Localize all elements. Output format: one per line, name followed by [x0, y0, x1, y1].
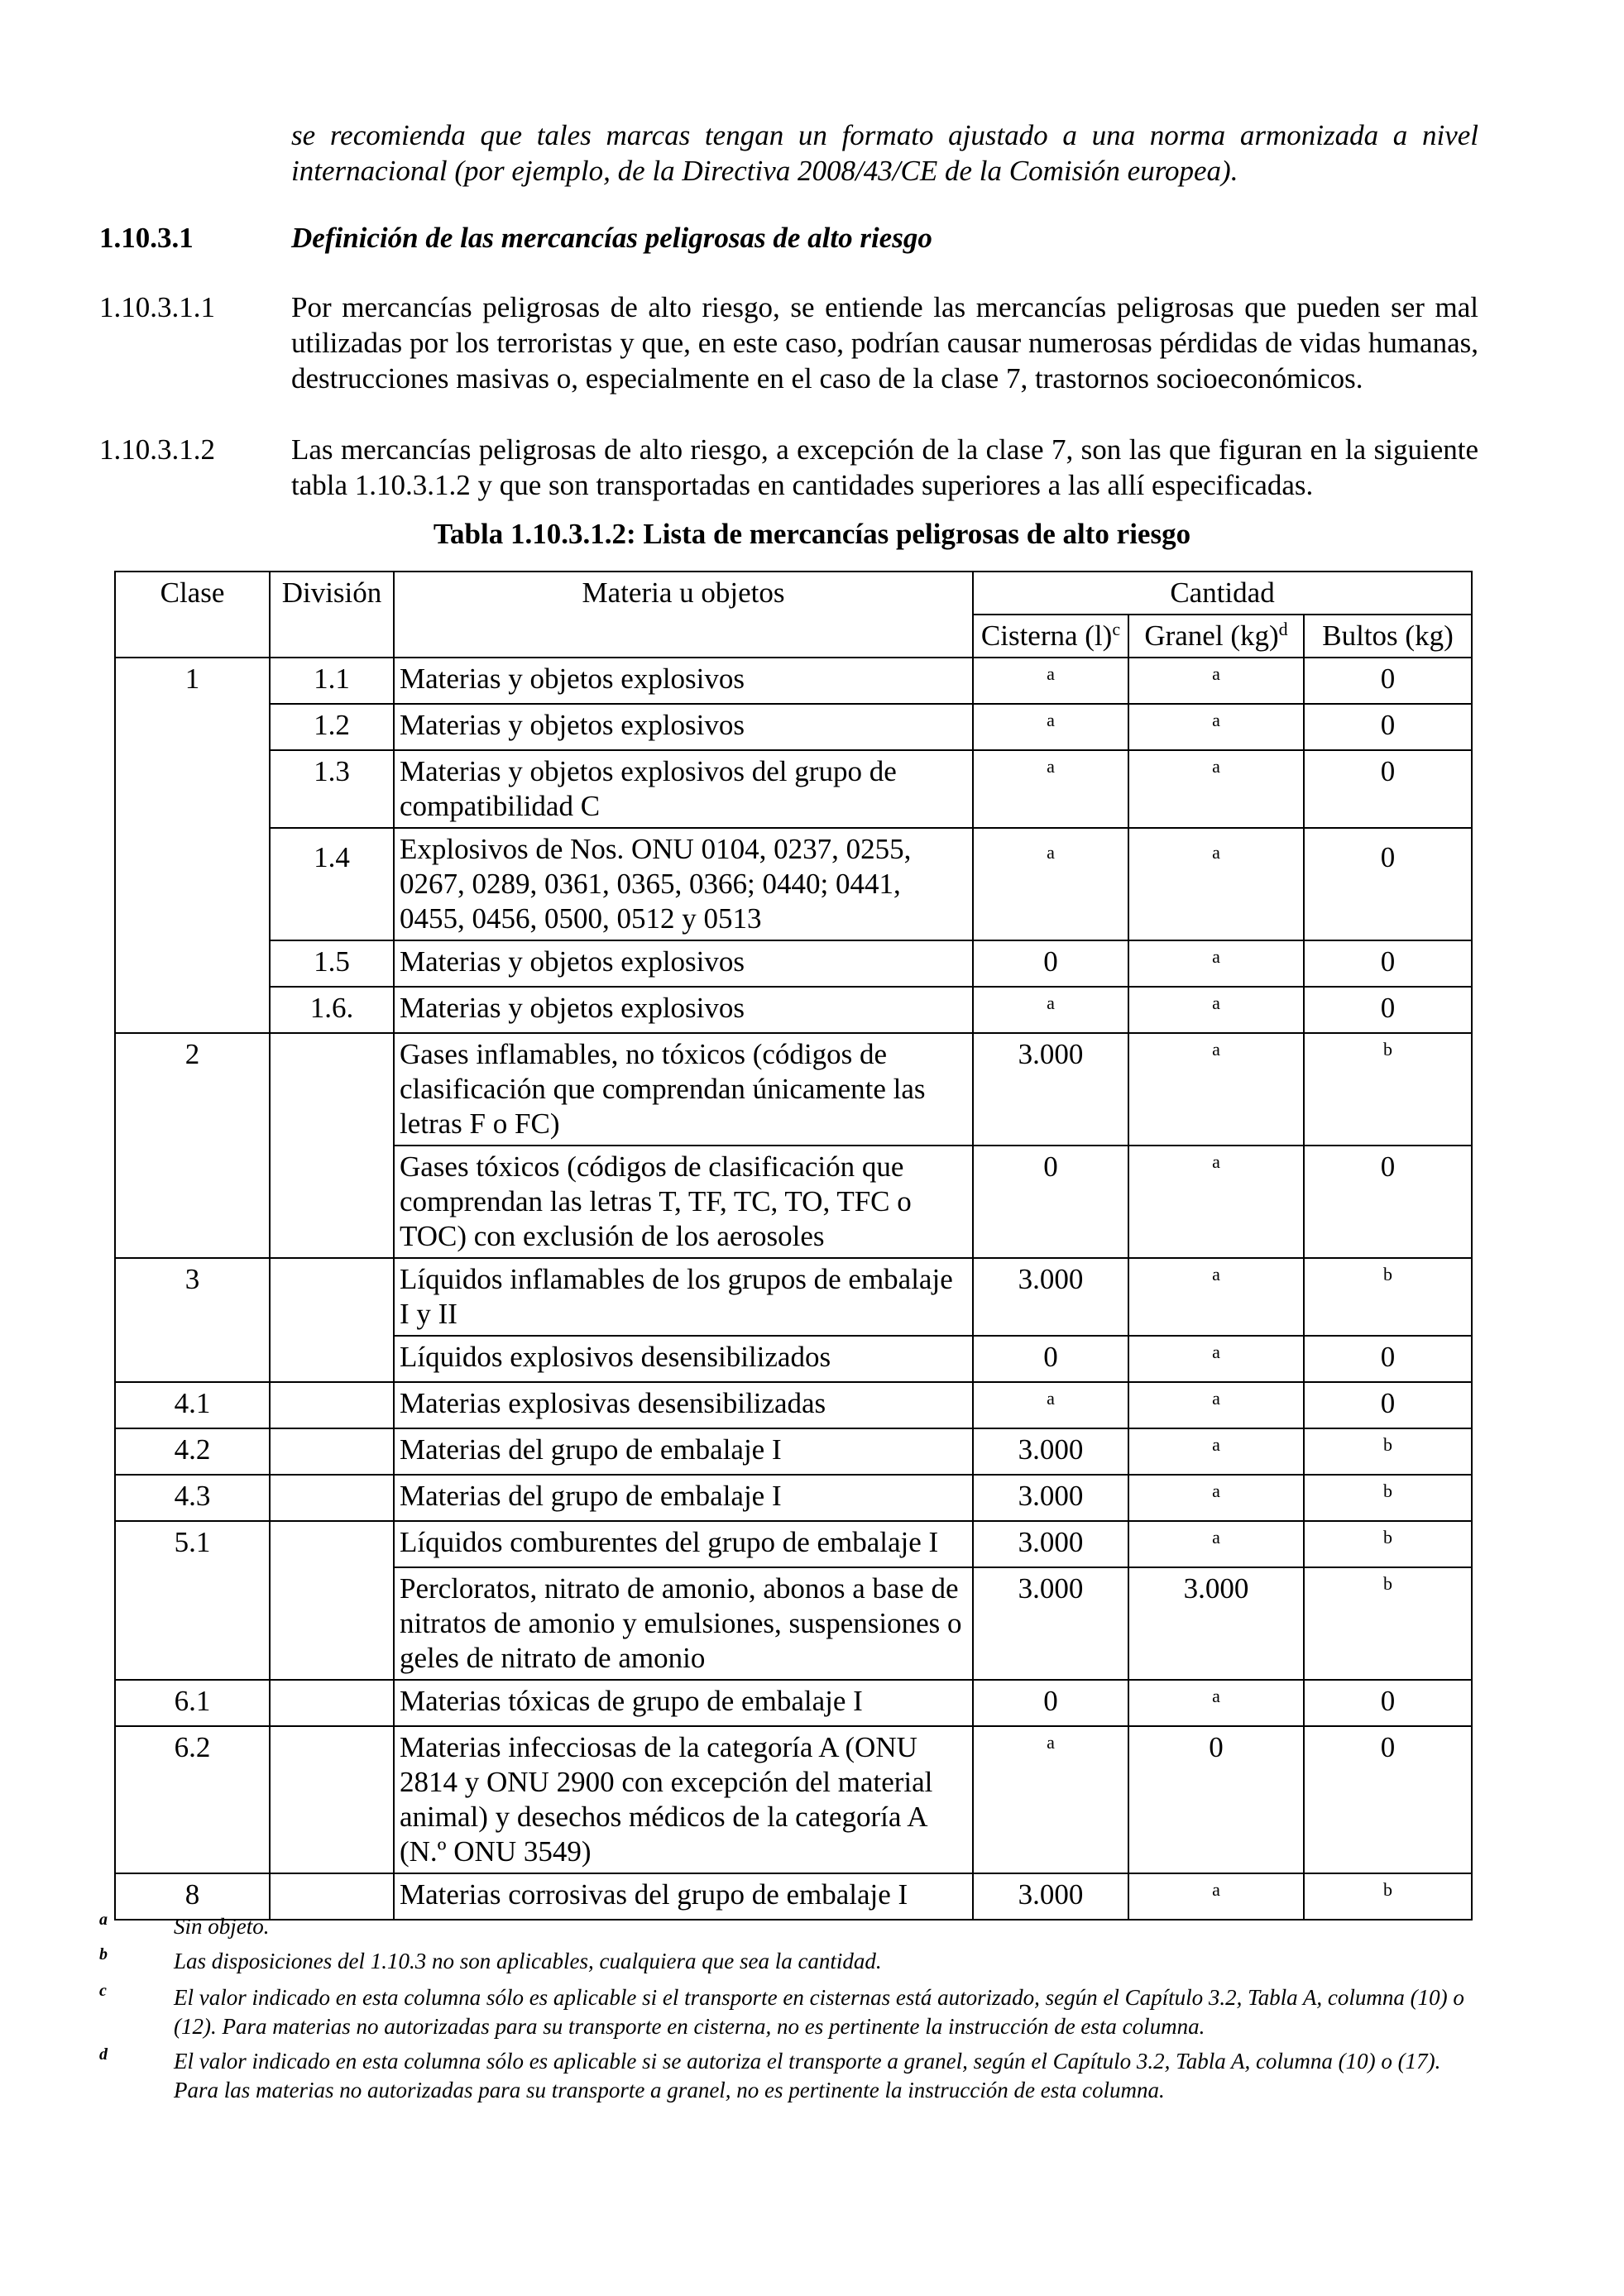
table-header-row	[115, 572, 1472, 615]
cell-granel	[1128, 1382, 1304, 1428]
cell-cisterna	[973, 1382, 1128, 1428]
cell-value: a	[1047, 756, 1055, 777]
cell-bultos: 0	[1304, 704, 1472, 750]
cell-clase: 1	[115, 658, 270, 1033]
footnote-mark: b	[99, 1945, 108, 1964]
footnote-mark: a	[99, 1911, 108, 1929]
cell-clase: 4.1	[115, 1382, 270, 1428]
cell-division: 1.2	[270, 704, 394, 750]
cell-division: 1.6.	[270, 987, 394, 1033]
table-row	[115, 1428, 1472, 1475]
cell-materia: Materias explosivas desensibilizadas	[394, 1382, 973, 1428]
high-risk-goods-table	[114, 571, 1473, 1921]
cell-materia: Líquidos comburentes del grupo de embalaje I	[394, 1521, 973, 1567]
table-row	[115, 704, 1472, 750]
cell-granel	[1128, 704, 1304, 750]
cell-granel	[1128, 1680, 1304, 1726]
cell-granel: 3.000	[1128, 1567, 1304, 1680]
cell-bultos: 0	[1304, 658, 1472, 704]
cell-granel	[1128, 1258, 1304, 1336]
cell-bultos: 0	[1304, 828, 1472, 940]
footnote-text: El valor indicado en esta columna sólo es aplicable si se autoriza el transporte a granel, según el Capítulo 3.2, Tabla A, columna (10) o (17). Para las materias no autorizadas para su transporte a granel, no es pertinente la instrucción de esta columna.	[174, 2049, 1441, 2102]
cell-granel	[1128, 1475, 1304, 1521]
cell-division	[270, 1428, 394, 1475]
paragraph-text: Las mercancías peligrosas de alto riesgo, a excepción de la clase 7, son las que figuran en la siguiente tabla 1.10.3.1.2 y que son transportadas en cantidades superiores a las allí especificadas.	[291, 433, 1478, 501]
table-row	[115, 658, 1472, 704]
header-clase: Clase	[115, 572, 270, 658]
paragraph-number: 1.10.3.1.2	[99, 433, 215, 466]
cell-granel	[1128, 940, 1304, 987]
cell-value: b	[1383, 1264, 1393, 1284]
cell-division	[270, 1680, 394, 1726]
table-row	[115, 940, 1472, 987]
cell-materia: Explosivos de Nos. ONU 0104, 0237, 0255, 0267, 0289, 0361, 0365, 0366; 0440; 0441, 0455, 0456, 0500, 0512 y 0513	[394, 828, 973, 940]
cell-value: a	[1212, 756, 1220, 777]
cell-granel	[1128, 658, 1304, 704]
cell-materia: Gases tóxicos (códigos de clasificación que comprendan las letras T, TF, TC, TO, TFC o TOC) con exclusión de los aerosoles	[394, 1146, 973, 1258]
header-granel	[1128, 615, 1304, 658]
cell-value: a	[1212, 946, 1220, 967]
cell-value: a	[1212, 663, 1220, 684]
cell-division	[270, 1726, 394, 1873]
table-row	[115, 1033, 1472, 1146]
cell-materia: Materias y objetos explosivos del grupo de compatibilidad C	[394, 750, 973, 828]
header-division: División	[270, 572, 394, 658]
cell-bultos: 0	[1304, 750, 1472, 828]
cell-clase: 6.2	[115, 1726, 270, 1873]
cell-value: a	[1212, 1686, 1220, 1706]
table-row	[115, 987, 1472, 1033]
cell-value: a	[1047, 710, 1055, 730]
cell-granel	[1128, 1146, 1304, 1258]
cell-value: b	[1383, 1573, 1393, 1594]
cell-materia: Gases inflamables, no tóxicos (códigos de clasificación que comprendan únicamente las letras F o FC)	[394, 1033, 973, 1146]
cell-value: a	[1212, 1434, 1220, 1455]
cell-bultos	[1304, 1033, 1472, 1146]
cell-cisterna: 3.000	[973, 1521, 1128, 1567]
cell-value: b	[1383, 1879, 1393, 1900]
footnote-text: Sin objeto.	[174, 1914, 270, 1939]
cell-bultos	[1304, 1475, 1472, 1521]
cell-value: a	[1212, 1151, 1220, 1172]
cell-value: a	[1212, 1480, 1220, 1501]
cell-materia: Líquidos inflamables de los grupos de embalaje I y II	[394, 1258, 973, 1336]
table-caption: Tabla 1.10.3.1.2: Lista de mercancías peligrosas de alto riesgo	[433, 518, 1191, 550]
cell-materia: Materias corrosivas del grupo de embalaje I	[394, 1873, 973, 1920]
cell-value: a	[1212, 1527, 1220, 1547]
footnote-text: Las disposiciones del 1.10.3 no son aplicables, cualquiera que sea la cantidad.	[174, 1949, 882, 1973]
cell-value: a	[1212, 1388, 1220, 1409]
cell-division: 1.4	[270, 828, 394, 940]
cell-bultos: 0	[1304, 1146, 1472, 1258]
cell-bultos: 0	[1304, 1726, 1472, 1873]
cell-cisterna: 3.000	[973, 1873, 1128, 1920]
paragraph-text: Por mercancías peligrosas de alto riesgo, se entiende las mercancías peligrosas que pueden ser mal utilizadas por los terroristas y que, en este caso, podrían causar numerosas pérdidas de vidas humanas, destrucciones masivas o, especialmente en el caso de la clase 7, trastornos socioeconómicos.	[291, 291, 1478, 395]
cell-cisterna	[973, 987, 1128, 1033]
cell-cisterna	[973, 1726, 1128, 1873]
cell-bultos	[1304, 1258, 1472, 1336]
cell-materia: Materias tóxicas de grupo de embalaje I	[394, 1680, 973, 1726]
cell-clase: 2	[115, 1033, 270, 1258]
cell-value: a	[1047, 1388, 1055, 1409]
cell-value: a	[1212, 1039, 1220, 1060]
cell-granel: 0	[1128, 1726, 1304, 1873]
cell-clase: 8	[115, 1873, 270, 1920]
cell-materia: Materias del grupo de embalaje I	[394, 1428, 973, 1475]
cell-granel	[1128, 987, 1304, 1033]
cell-cisterna: 3.000	[973, 1428, 1128, 1475]
header-cisterna-note: c	[1112, 619, 1121, 639]
cell-cisterna	[973, 704, 1128, 750]
footnote-mark: d	[99, 2045, 108, 2064]
cell-cisterna: 3.000	[973, 1475, 1128, 1521]
cell-cisterna: 3.000	[973, 1567, 1128, 1680]
cell-cisterna: 0	[973, 1336, 1128, 1382]
cell-value: b	[1383, 1039, 1393, 1060]
cell-clase: 4.2	[115, 1428, 270, 1475]
paragraph-number: 1.10.3.1.1	[99, 291, 215, 323]
cell-granel	[1128, 1428, 1304, 1475]
header-granel-label: Granel (kg)	[1144, 619, 1279, 652]
cell-division	[270, 1258, 394, 1382]
cell-materia: Materias y objetos explosivos	[394, 940, 973, 987]
cell-cisterna	[973, 828, 1128, 940]
cell-value: a	[1047, 993, 1055, 1013]
footnote-text: El valor indicado en esta columna sólo es aplicable si el transporte en cisternas está autorizado, según el Capítulo 3.2, Tabla A, columna (10) o (12). Para materias no autorizadas para su transporte en cisterna, no es pertinente la instrucción de esta columna.	[174, 1985, 1464, 2039]
cell-materia: Materias y objetos explosivos	[394, 658, 973, 704]
cell-bultos	[1304, 1567, 1472, 1680]
cell-division: 1.5	[270, 940, 394, 987]
section-number: 1.10.3.1	[99, 222, 194, 254]
table-row	[115, 1521, 1472, 1567]
cell-division	[270, 1382, 394, 1428]
cell-clase: 5.1	[115, 1521, 270, 1680]
section-title: Definición de las mercancías peligrosas de alto riesgo	[291, 222, 932, 254]
cell-clase: 3	[115, 1258, 270, 1382]
cell-materia: Líquidos explosivos desensibilizados	[394, 1336, 973, 1382]
cell-cisterna: 0	[973, 1146, 1128, 1258]
cell-bultos: 0	[1304, 1680, 1472, 1726]
cell-clase: 6.1	[115, 1680, 270, 1726]
table-row	[115, 1475, 1472, 1521]
cell-value: b	[1383, 1527, 1393, 1547]
cell-bultos: 0	[1304, 1336, 1472, 1382]
cell-value: a	[1212, 993, 1220, 1013]
cell-clase: 4.3	[115, 1475, 270, 1521]
footnote-mark: c	[99, 1982, 107, 2000]
cell-granel	[1128, 750, 1304, 828]
table-row	[115, 750, 1472, 828]
header-bultos: Bultos (kg)	[1304, 615, 1472, 658]
header-cantidad: Cantidad	[973, 572, 1472, 615]
table-row	[115, 1680, 1472, 1726]
intro-paragraph: se recomienda que tales marcas tengan un formato ajustado a una norma armonizada a nivel internacional (por ejemplo, de la Directiva 2008/43/CE de la Comisión europea).	[291, 119, 1478, 187]
cell-granel	[1128, 1336, 1304, 1382]
cell-cisterna: 3.000	[973, 1258, 1128, 1336]
header-granel-note: d	[1278, 619, 1288, 639]
cell-value: a	[1212, 710, 1220, 730]
cell-cisterna: 0	[973, 940, 1128, 987]
cell-granel	[1128, 1033, 1304, 1146]
cell-value: a	[1212, 842, 1220, 863]
header-cisterna-label: Cisterna (l)	[980, 619, 1113, 652]
cell-cisterna: 3.000	[973, 1033, 1128, 1146]
cell-granel	[1128, 828, 1304, 940]
cell-division: 1.3	[270, 750, 394, 828]
cell-division	[270, 1475, 394, 1521]
cell-value: a	[1212, 1342, 1220, 1362]
cell-bultos	[1304, 1428, 1472, 1475]
cell-bultos: 0	[1304, 940, 1472, 987]
cell-division: 1.1	[270, 658, 394, 704]
table-row	[115, 1382, 1472, 1428]
cell-materia: Materias y objetos explosivos	[394, 704, 973, 750]
cell-materia: Materias y objetos explosivos	[394, 987, 973, 1033]
cell-cisterna	[973, 750, 1128, 828]
cell-cisterna	[973, 658, 1128, 704]
cell-bultos	[1304, 1521, 1472, 1567]
cell-value: b	[1383, 1480, 1393, 1501]
header-cisterna	[973, 615, 1128, 658]
cell-value: a	[1212, 1879, 1220, 1900]
cell-materia: Materias del grupo de embalaje I	[394, 1475, 973, 1521]
cell-cisterna: 0	[973, 1680, 1128, 1726]
cell-value: a	[1047, 1732, 1055, 1753]
cell-bultos: 0	[1304, 1382, 1472, 1428]
table-row	[115, 1726, 1472, 1873]
table-row	[115, 1258, 1472, 1336]
cell-value: a	[1047, 842, 1055, 863]
cell-division	[270, 1521, 394, 1680]
cell-bultos: 0	[1304, 987, 1472, 1033]
cell-materia: Materias infecciosas de la categoría A (ONU 2814 y ONU 2900 con excepción del material animal) y desechos médicos de la categoría A (N.º ONU 3549)	[394, 1726, 973, 1873]
cell-value: a	[1047, 663, 1055, 684]
header-materia: Materia u objetos	[394, 572, 973, 658]
cell-value: a	[1212, 1264, 1220, 1284]
cell-materia: Percloratos, nitrato de amonio, abonos a base de nitratos de amonio y emulsiones, suspensiones o geles de nitrato de amonio	[394, 1567, 973, 1680]
table-row	[115, 828, 1472, 940]
cell-division	[270, 1033, 394, 1258]
cell-value: b	[1383, 1434, 1393, 1455]
cell-granel	[1128, 1521, 1304, 1567]
